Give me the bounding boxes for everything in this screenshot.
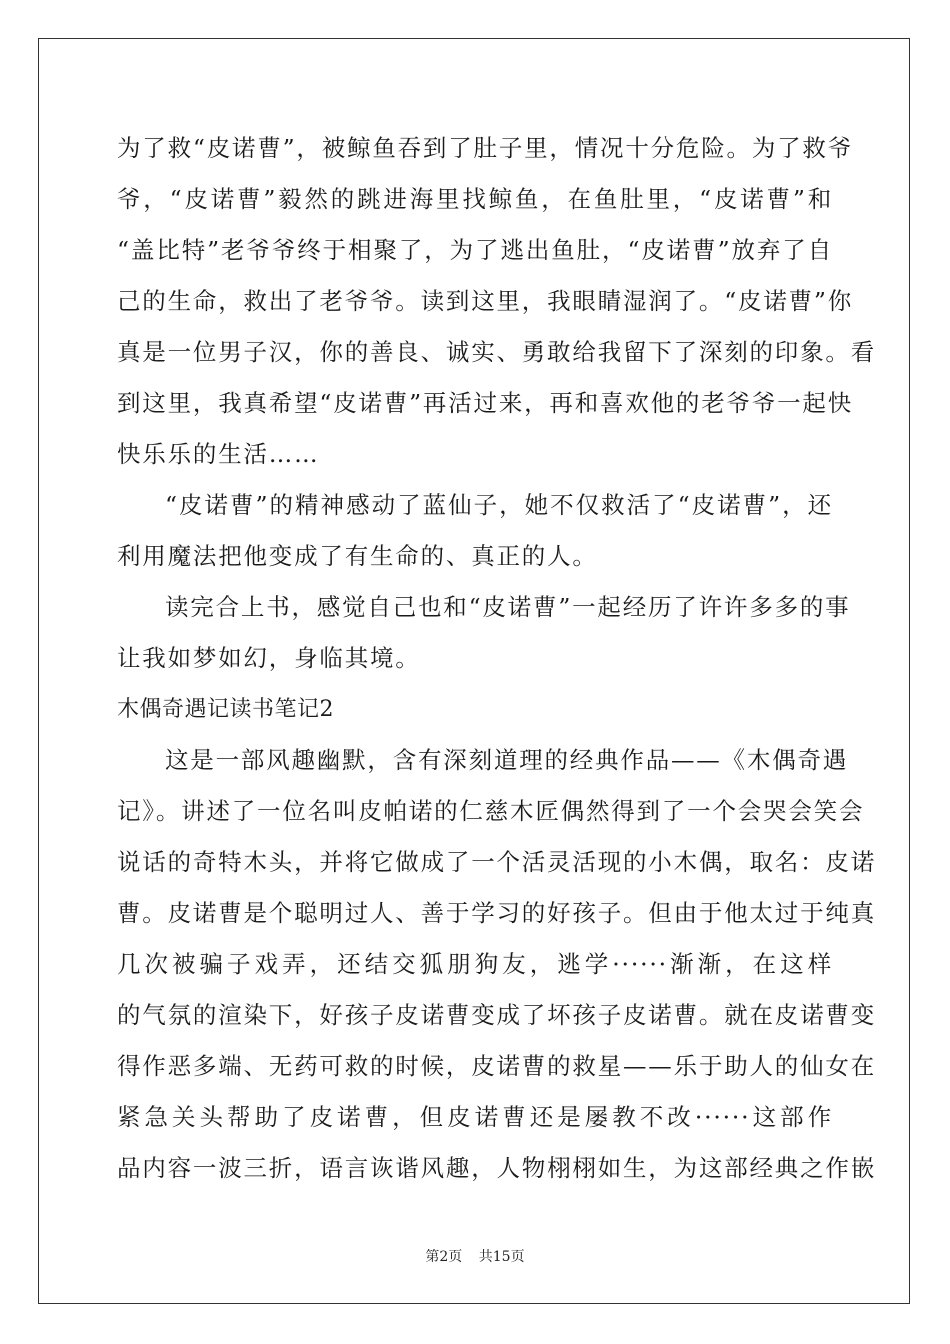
text-line: 说话的奇特木头，并将它做成了一个活灵活现的小木偶，取名：皮诺: [117, 848, 876, 876]
text-line: 品内容一波三折，语言诙谐风趣，人物栩栩如生，为这部经典之作嵌: [117, 1154, 876, 1182]
text-line: 记》。讲述了一位名叫皮帕诺的仁慈木匠偶然得到了一个会哭会笑会: [117, 797, 865, 825]
text-line: 己的生命，救出了老爷爷。读到这里，我眼睛湿润了。“皮诺曹”你: [117, 287, 854, 315]
text-line: 让我如梦如幻，身临其境。: [117, 644, 421, 672]
paragraph: [117, 123, 876, 480]
document-body: [117, 123, 876, 1194]
total-pages: 共15页: [478, 1249, 525, 1265]
text-line: 为了救“皮诺曹”，被鲸鱼吞到了肚子里，情况十分危险。为了救爷: [117, 134, 854, 162]
page-number: 第2页: [425, 1249, 463, 1265]
text-line: 利用魔法把他变成了有生命的、真正的人。: [117, 542, 598, 570]
paragraph: [117, 735, 876, 1194]
page-footer: [0, 1246, 950, 1266]
text-line: 到这里，我真希望“皮诺曹”再活过来，再和喜欢他的老爷爷一起快: [117, 389, 854, 417]
text-line: “盖比特”老爷爷终于相聚了，为了逃出鱼肚，“皮诺曹”放弃了自: [117, 236, 833, 264]
paragraph: [117, 480, 833, 582]
text-line: 快乐乐的生活……: [117, 440, 320, 468]
paragraph: [117, 582, 851, 684]
text-line: 真是一位男子汉，你的善良、诚实、勇敢给我留下了深刻的印象。看: [117, 338, 876, 366]
text-line: “皮诺曹”的精神感动了蓝仙子，她不仅救活了“皮诺曹”，还: [165, 491, 833, 519]
text-line: 紧急关头帮助了皮诺曹，但皮诺曹还是屡教不改······这部作: [117, 1103, 833, 1131]
text-line: 得作恶多端、无药可救的时候，皮诺曹的救星——乐于助人的仙女在: [117, 1052, 876, 1080]
text-line: 曹。皮诺曹是个聪明过人、善于学习的好孩子。但由于他太过于纯真: [117, 899, 876, 927]
text-line: 爷，“皮诺曹”毅然的跳进海里找鲸鱼，在鱼肚里，“皮诺曹”和: [117, 185, 833, 213]
text-line: 几次被骗子戏弄，还结交狐朋狗友，逃学······渐渐，在这样: [117, 950, 833, 978]
section-heading: 木偶奇遇记读书笔记2: [117, 697, 334, 722]
text-line: 这是一部风趣幽默，含有深刻道理的经典作品——《木偶奇遇: [165, 746, 849, 774]
text-line: 读完合上书，感觉自己也和“皮诺曹”一起经历了许许多多的事: [165, 593, 851, 621]
text-line: 的气氛的渲染下，好孩子皮诺曹变成了坏孩子皮诺曹。就在皮诺曹变: [117, 1001, 876, 1029]
